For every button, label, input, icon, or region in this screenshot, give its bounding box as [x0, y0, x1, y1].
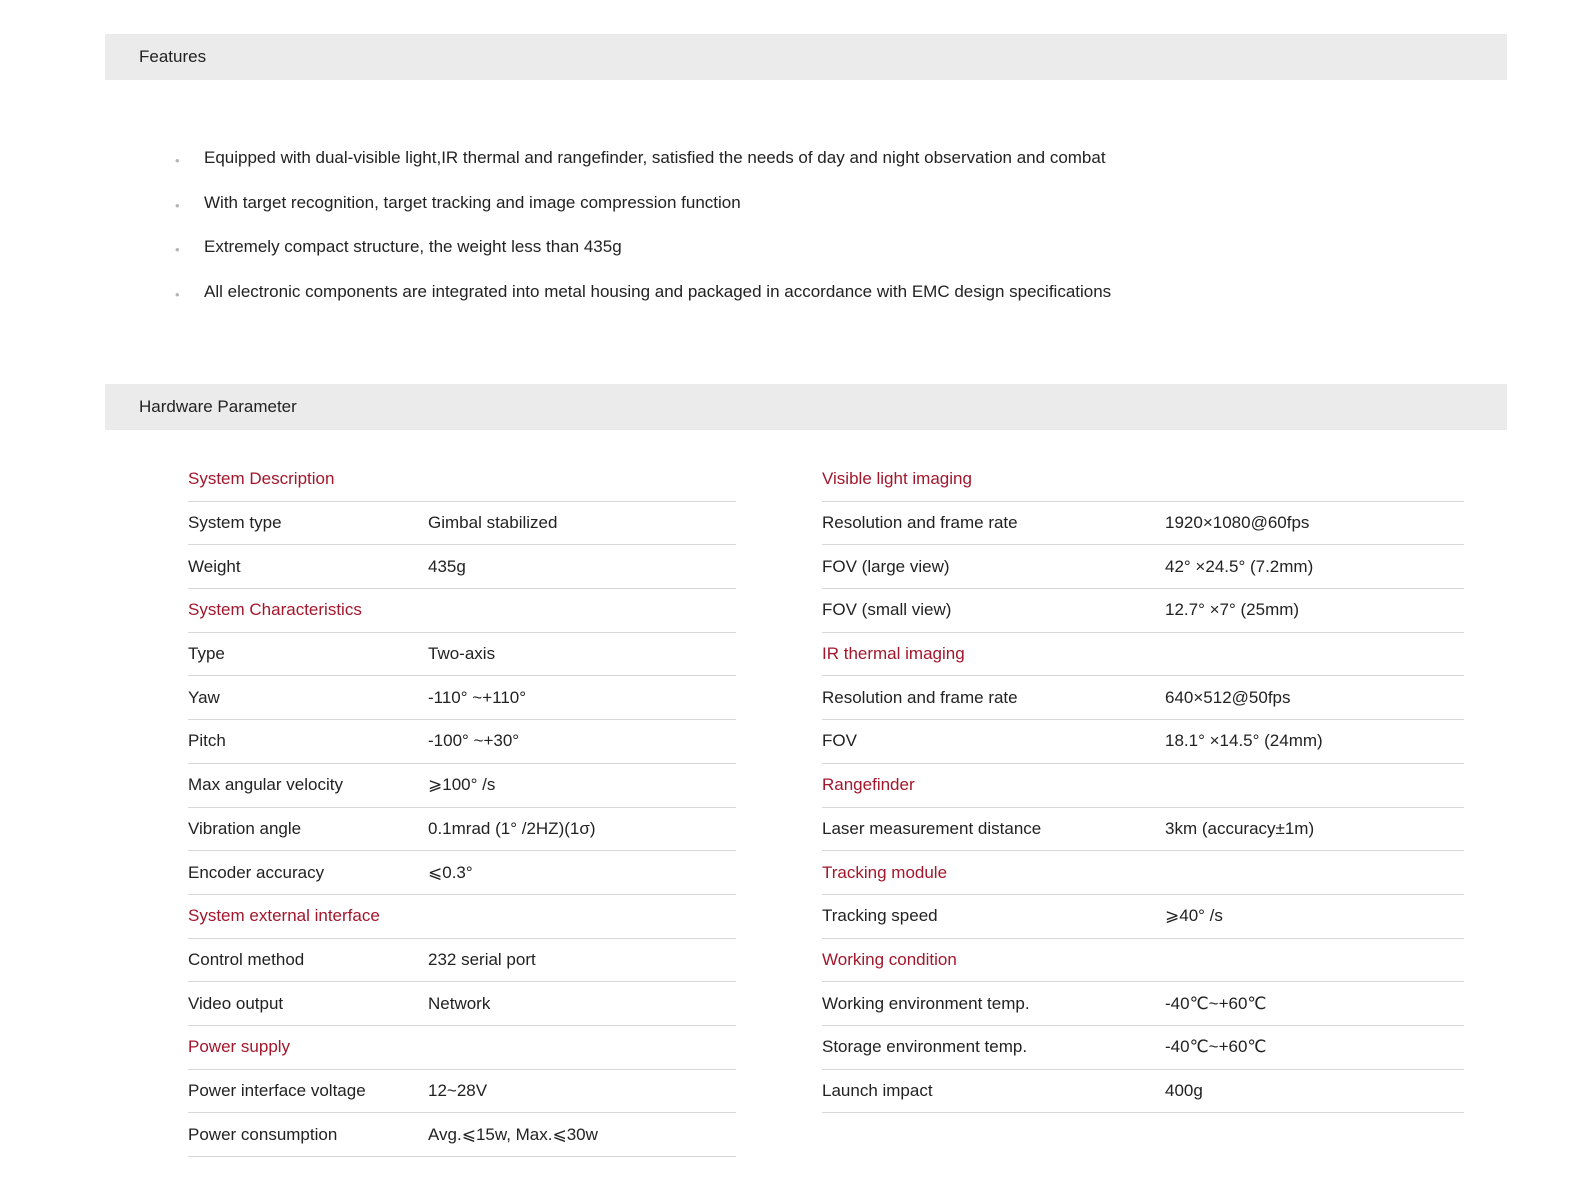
spec-category-label: Working condition	[822, 949, 957, 969]
spec-table-right	[822, 458, 1464, 1113]
spec-category-label: Visible light imaging	[822, 469, 972, 489]
spec-row	[188, 764, 736, 808]
spec-row	[188, 982, 736, 1026]
spec-category-row	[822, 851, 1464, 895]
spec-row	[822, 676, 1464, 720]
spec-key: Power interface voltage	[188, 1080, 366, 1100]
spec-key: Control method	[188, 949, 305, 969]
hardware-parameter-header	[105, 384, 1507, 430]
spec-category-row	[822, 633, 1464, 677]
spec-category-label: Rangefinder	[822, 775, 915, 795]
spec-key: Resolution and frame rate	[822, 687, 1018, 707]
spec-value: Network	[428, 993, 491, 1013]
spec-category-row	[188, 458, 736, 502]
spec-value: 640×512@50fps	[1165, 687, 1291, 707]
features-title: Features	[139, 47, 207, 66]
spec-category-row	[822, 939, 1464, 983]
spec-value: -40℃~+60℃	[1165, 993, 1267, 1013]
spec-row	[822, 502, 1464, 546]
spec-category-row	[822, 458, 1464, 502]
spec-row	[822, 895, 1464, 939]
spec-row	[188, 502, 736, 546]
bullet-icon: •	[175, 197, 180, 213]
spec-key: FOV	[822, 731, 857, 751]
spec-key: FOV (large view)	[822, 556, 950, 576]
spec-category-label: System Characteristics	[188, 600, 362, 620]
spec-row	[188, 1070, 736, 1114]
spec-value: ⩾40° /s	[1165, 906, 1223, 926]
features-header	[105, 34, 1507, 80]
spec-key: Storage environment temp.	[822, 1037, 1028, 1057]
spec-category-label: Power supply	[188, 1037, 291, 1057]
spec-category-label: IR thermal imaging	[822, 644, 965, 664]
spec-value: 12.7° ×7° (25mm)	[1165, 600, 1300, 620]
spec-key: Max angular velocity	[188, 775, 343, 795]
spec-value: ⩽0.3°	[428, 862, 473, 882]
spec-key: Working environment temp.	[822, 993, 1030, 1013]
feature-text: Equipped with dual-visible light,IR thermal and rangefinder, satisfied the needs of day and night observation and combat	[204, 148, 1106, 167]
spec-table-left	[188, 458, 736, 1157]
spec-row	[188, 545, 736, 589]
spec-value: 18.1° ×14.5° (24mm)	[1165, 731, 1323, 751]
spec-row	[822, 1026, 1464, 1070]
spec-category-row	[188, 895, 736, 939]
hardware-parameter-title: Hardware Parameter	[139, 397, 297, 416]
spec-key: Video output	[188, 993, 284, 1013]
spec-row	[822, 720, 1464, 764]
spec-row	[188, 1113, 736, 1157]
spec-key: Laser measurement distance	[822, 818, 1042, 838]
spec-value: -100° ~+30°	[428, 731, 520, 751]
spec-value: 1920×1080@60fps	[1165, 513, 1310, 533]
spec-key: Tracking speed	[822, 906, 938, 926]
feature-item	[175, 282, 1111, 327]
spec-value: -110° ~+110°	[428, 687, 527, 707]
spec-value: 232 serial port	[428, 949, 536, 969]
spec-category-row	[188, 589, 736, 633]
spec-value: 400g	[1165, 1080, 1203, 1100]
spec-row	[188, 676, 736, 720]
feature-item	[175, 148, 1111, 193]
spec-key: Pitch	[188, 731, 226, 751]
spec-row	[822, 982, 1464, 1026]
spec-value: 12~28V	[428, 1080, 488, 1100]
spec-value: ⩾100° /s	[428, 775, 496, 795]
spec-row	[188, 939, 736, 983]
feature-text: Extremely compact structure, the weight less than 435g	[204, 237, 622, 256]
spec-value: Avg.⩽15w, Max.⩽30w	[428, 1124, 598, 1144]
spec-key: Yaw	[188, 687, 220, 707]
spec-category-row	[188, 1026, 736, 1070]
spec-row	[188, 851, 736, 895]
spec-key: Resolution and frame rate	[822, 513, 1018, 533]
spec-row	[822, 589, 1464, 633]
spec-key: Launch impact	[822, 1080, 933, 1100]
spec-value: 3km (accuracy±1m)	[1165, 818, 1315, 838]
spec-row	[188, 720, 736, 764]
spec-value: Two-axis	[428, 644, 496, 664]
spec-row	[822, 808, 1464, 852]
spec-row	[822, 1070, 1464, 1114]
spec-category-label: System Description	[188, 469, 335, 489]
spec-key: Weight	[188, 556, 241, 576]
spec-key: FOV (small view)	[822, 600, 952, 620]
spec-row	[188, 633, 736, 677]
feature-text: With target recognition, target tracking and image compression function	[204, 192, 741, 212]
bullet-icon: •	[175, 153, 180, 168]
spec-key: Power consumption	[188, 1124, 338, 1144]
feature-item	[175, 237, 1111, 282]
spec-key: Vibration angle	[188, 818, 302, 838]
spec-value: 0.1mrad (1° /2HZ)(1σ)	[428, 818, 596, 838]
spec-value: -40℃~+60℃	[1165, 1037, 1267, 1057]
spec-key: System type	[188, 513, 282, 533]
spec-row	[822, 545, 1464, 589]
spec-row	[188, 808, 736, 852]
bullet-icon: •	[175, 242, 180, 257]
spec-category-label: System external interface	[188, 906, 380, 926]
spec-category-row	[822, 764, 1464, 808]
spec-value: Gimbal stabilized	[428, 513, 558, 533]
spec-value: 42° ×24.5° (7.2mm)	[1165, 556, 1314, 576]
spec-value: 435g	[428, 556, 466, 576]
feature-item	[175, 193, 1111, 238]
feature-text: All electronic components are integrated into metal housing and packaged in accordance with EMC design specifications	[204, 281, 1112, 301]
bullet-icon: •	[175, 286, 180, 302]
spec-key: Encoder accuracy	[188, 862, 325, 882]
spec-category-label: Tracking module	[822, 862, 948, 882]
features-list	[175, 148, 1111, 326]
spec-key: Type	[188, 644, 225, 664]
